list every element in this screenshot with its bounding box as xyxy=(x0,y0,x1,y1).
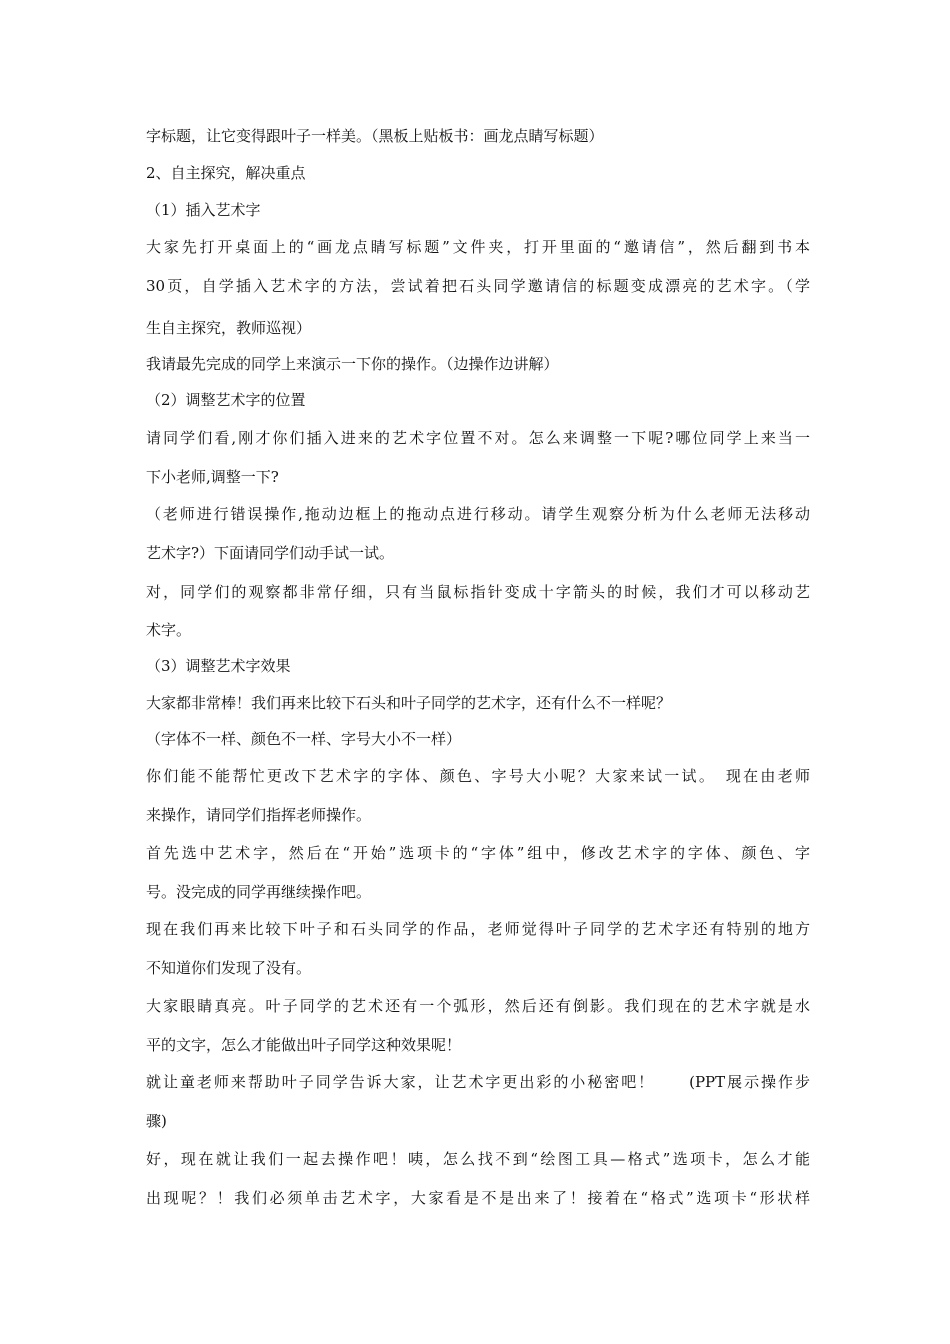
text-line: 下小老师,调整一下? xyxy=(146,468,279,486)
text-line: 大家眼睛真亮。叶子同学的艺术还有一个弧形，然后还有倒影。我们现在的艺术字就是水 xyxy=(146,997,810,1015)
text-line: 艺术字?）下面请同学们动手试一试。 xyxy=(146,544,395,562)
text-line: 号。没完成的同学再继续操作吧。 xyxy=(146,883,372,901)
text-line: 平的文字，怎么才能做出叶子同学这种效果呢！ xyxy=(146,1036,462,1054)
text-line: 字标题，让它变得跟叶子一样美。（黑板上贴板书：画龙点睛写标题） xyxy=(146,127,604,145)
text-line: 大家先打开桌面上的“画龙点睛写标题”文件夹，打开里面的“邀请信”，然后翻到书本 xyxy=(146,238,810,256)
text-line: 就让童老师来帮助叶子同学告诉大家，让艺术字更出彩的小秘密吧！ (PPT展示操作步 xyxy=(146,1073,810,1091)
text-line: 首先选中艺术字，然后在“开始”选项卡的“字体”组中，修改艺术字的字体、颜色、字 xyxy=(146,844,810,862)
text-line: （老师进行错误操作,拖动边框上的拖动点进行移动。请学生观察分析为什么老师无法移动 xyxy=(146,505,810,523)
subsection-heading: （1）插入艺术字 xyxy=(146,201,261,219)
text-line: 我请最先完成的同学上来演示一下你的操作。（边操作边讲解） xyxy=(146,355,559,373)
text-line: 不知道你们发现了没有。 xyxy=(146,959,312,977)
text-line: 术字。 xyxy=(146,621,192,639)
text-line: 你们能不能帮忙更改下艺术字的字体、颜色、字号大小呢？大家来试一试。 现在由老师 xyxy=(146,767,810,785)
text-line: 来操作，请同学们指挥老师操作。 xyxy=(146,806,372,824)
text-line: 对，同学们的观察都非常仔细，只有当鼠标指针变成十字箭头的时候，我们才可以移动艺 xyxy=(146,583,810,601)
section-heading: 2、自主探究，解决重点 xyxy=(146,164,306,182)
subsection-heading: （2）调整艺术字的位置 xyxy=(146,391,306,409)
text-line: 骤) xyxy=(146,1112,167,1130)
text-line: 30页，自学插入艺术字的方法，尝试着把石头同学邀请信的标题变成漂亮的艺术字。（学 xyxy=(146,277,810,295)
subsection-heading: （3）调整艺术字效果 xyxy=(146,657,291,675)
text-line: 现在我们再来比较下叶子和石头同学的作品，老师觉得叶子同学的艺术字还有特别的地方 xyxy=(146,920,810,938)
text-line: 好，现在就让我们一起去操作吧！咦，怎么找不到“绘图工具—格式”选项卡，怎么才能 xyxy=(146,1150,810,1168)
text-line: （字体不一样、颜色不一样、字号大小不一样） xyxy=(146,730,462,748)
text-line: 请同学们看,刚才你们插入进来的艺术字位置不对。怎么来调整一下呢?哪位同学上来当一 xyxy=(146,429,810,447)
text-line: 大家都非常棒！我们再来比较下石头和叶子同学的艺术字，还有什么不一样呢？ xyxy=(146,694,672,712)
text-line: 生自主探究，教师巡视） xyxy=(146,319,312,337)
text-line: 出现呢？！我们必须单击艺术字，大家看是不是出来了！接着在“格式”选项卡“形状样 xyxy=(146,1189,810,1207)
